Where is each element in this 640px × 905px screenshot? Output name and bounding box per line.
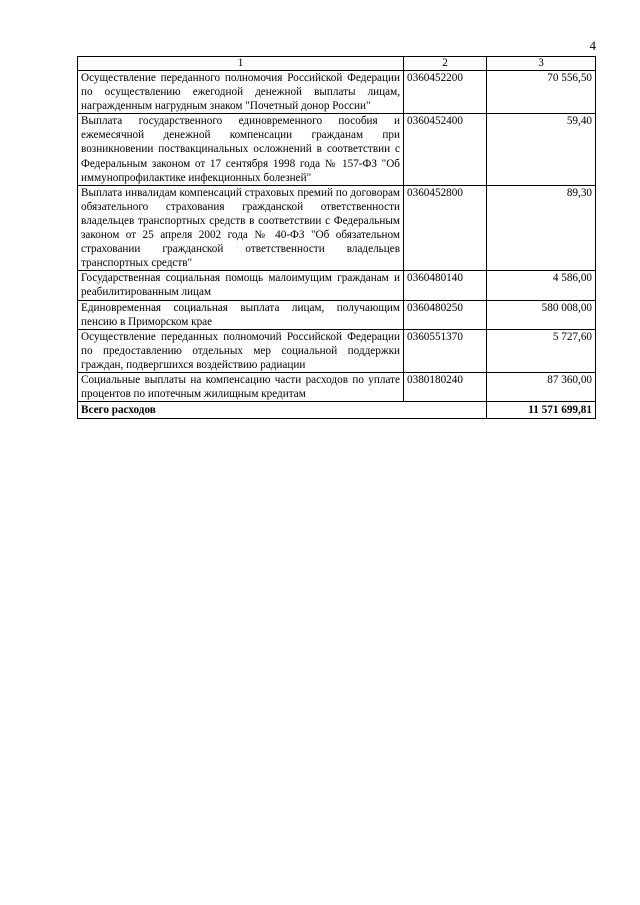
table-row (78, 185, 596, 271)
row-name: Единовременная социальная выплата лицам, получающим пенсию в Приморском крае (78, 300, 404, 329)
row-code: 0360452200 (404, 71, 487, 114)
row-code: 0360480250 (404, 300, 487, 329)
row-amount: 59,40 (487, 114, 596, 185)
row-code: 0360480140 (404, 271, 487, 300)
row-name: Осуществление переданных полномочий Российской Федерации по предоставлению отдельных мер социальной поддержки граждан, подвергшихся воздействию радиации (78, 329, 404, 372)
row-code: 0360551370 (404, 329, 487, 372)
page-number: 4 (589, 38, 596, 53)
row-name: Выплата инвалидам компенсаций страховых премий по договорам обязательного страхования гражданской ответственности владельцев транспортных средств в соответствии с Федеральным законом от 25 апреля 2002 года № 40-ФЗ "Об обязательном страховании гражданской ответственности владельцев транспортных средств" (78, 185, 404, 271)
column-header-3: 3 (487, 57, 596, 71)
row-amount: 5 727,60 (487, 329, 596, 372)
table-row (78, 71, 596, 114)
row-amount: 89,30 (487, 185, 596, 271)
table-row (78, 114, 596, 185)
row-amount: 70 556,50 (487, 71, 596, 114)
row-amount: 87 360,00 (487, 372, 596, 401)
expenditure-table (77, 56, 596, 419)
row-name: Осуществление переданного полномочия Российской Федерации по осуществлению ежегодной денежной выплаты лицам, награжденным нагрудным знаком "Почетный донор России" (78, 71, 404, 114)
table-row (78, 300, 596, 329)
row-amount: 4 586,00 (487, 271, 596, 300)
table-row (78, 271, 596, 300)
row-code: 0380180240 (404, 372, 487, 401)
table-header-row (78, 57, 596, 71)
total-label: Всего расходов (78, 402, 487, 419)
column-header-1: 1 (78, 57, 404, 71)
row-code: 0360452400 (404, 114, 487, 185)
row-amount: 580 008,00 (487, 300, 596, 329)
row-code: 0360452800 (404, 185, 487, 271)
table-row (78, 329, 596, 372)
table-row (78, 372, 596, 401)
row-name: Государственная социальная помощь малоимущим гражданам и реабилитированным лицам (78, 271, 404, 300)
total-amount: 11 571 699,81 (487, 402, 596, 419)
column-header-2: 2 (404, 57, 487, 71)
row-name: Выплата государственного единовременного пособия и ежемесячной денежной компенсации гражданам при возникновении поствакцинальных осложнений в соответствии с Федеральным законом от 17 сентября 1998 года № 157-ФЗ "Об иммунопрофилактике инфекционных болезней" (78, 114, 404, 185)
total-row (78, 402, 596, 419)
row-name: Социальные выплаты на компенсацию части расходов по уплате процентов по ипотечным жилищным кредитам (78, 372, 404, 401)
